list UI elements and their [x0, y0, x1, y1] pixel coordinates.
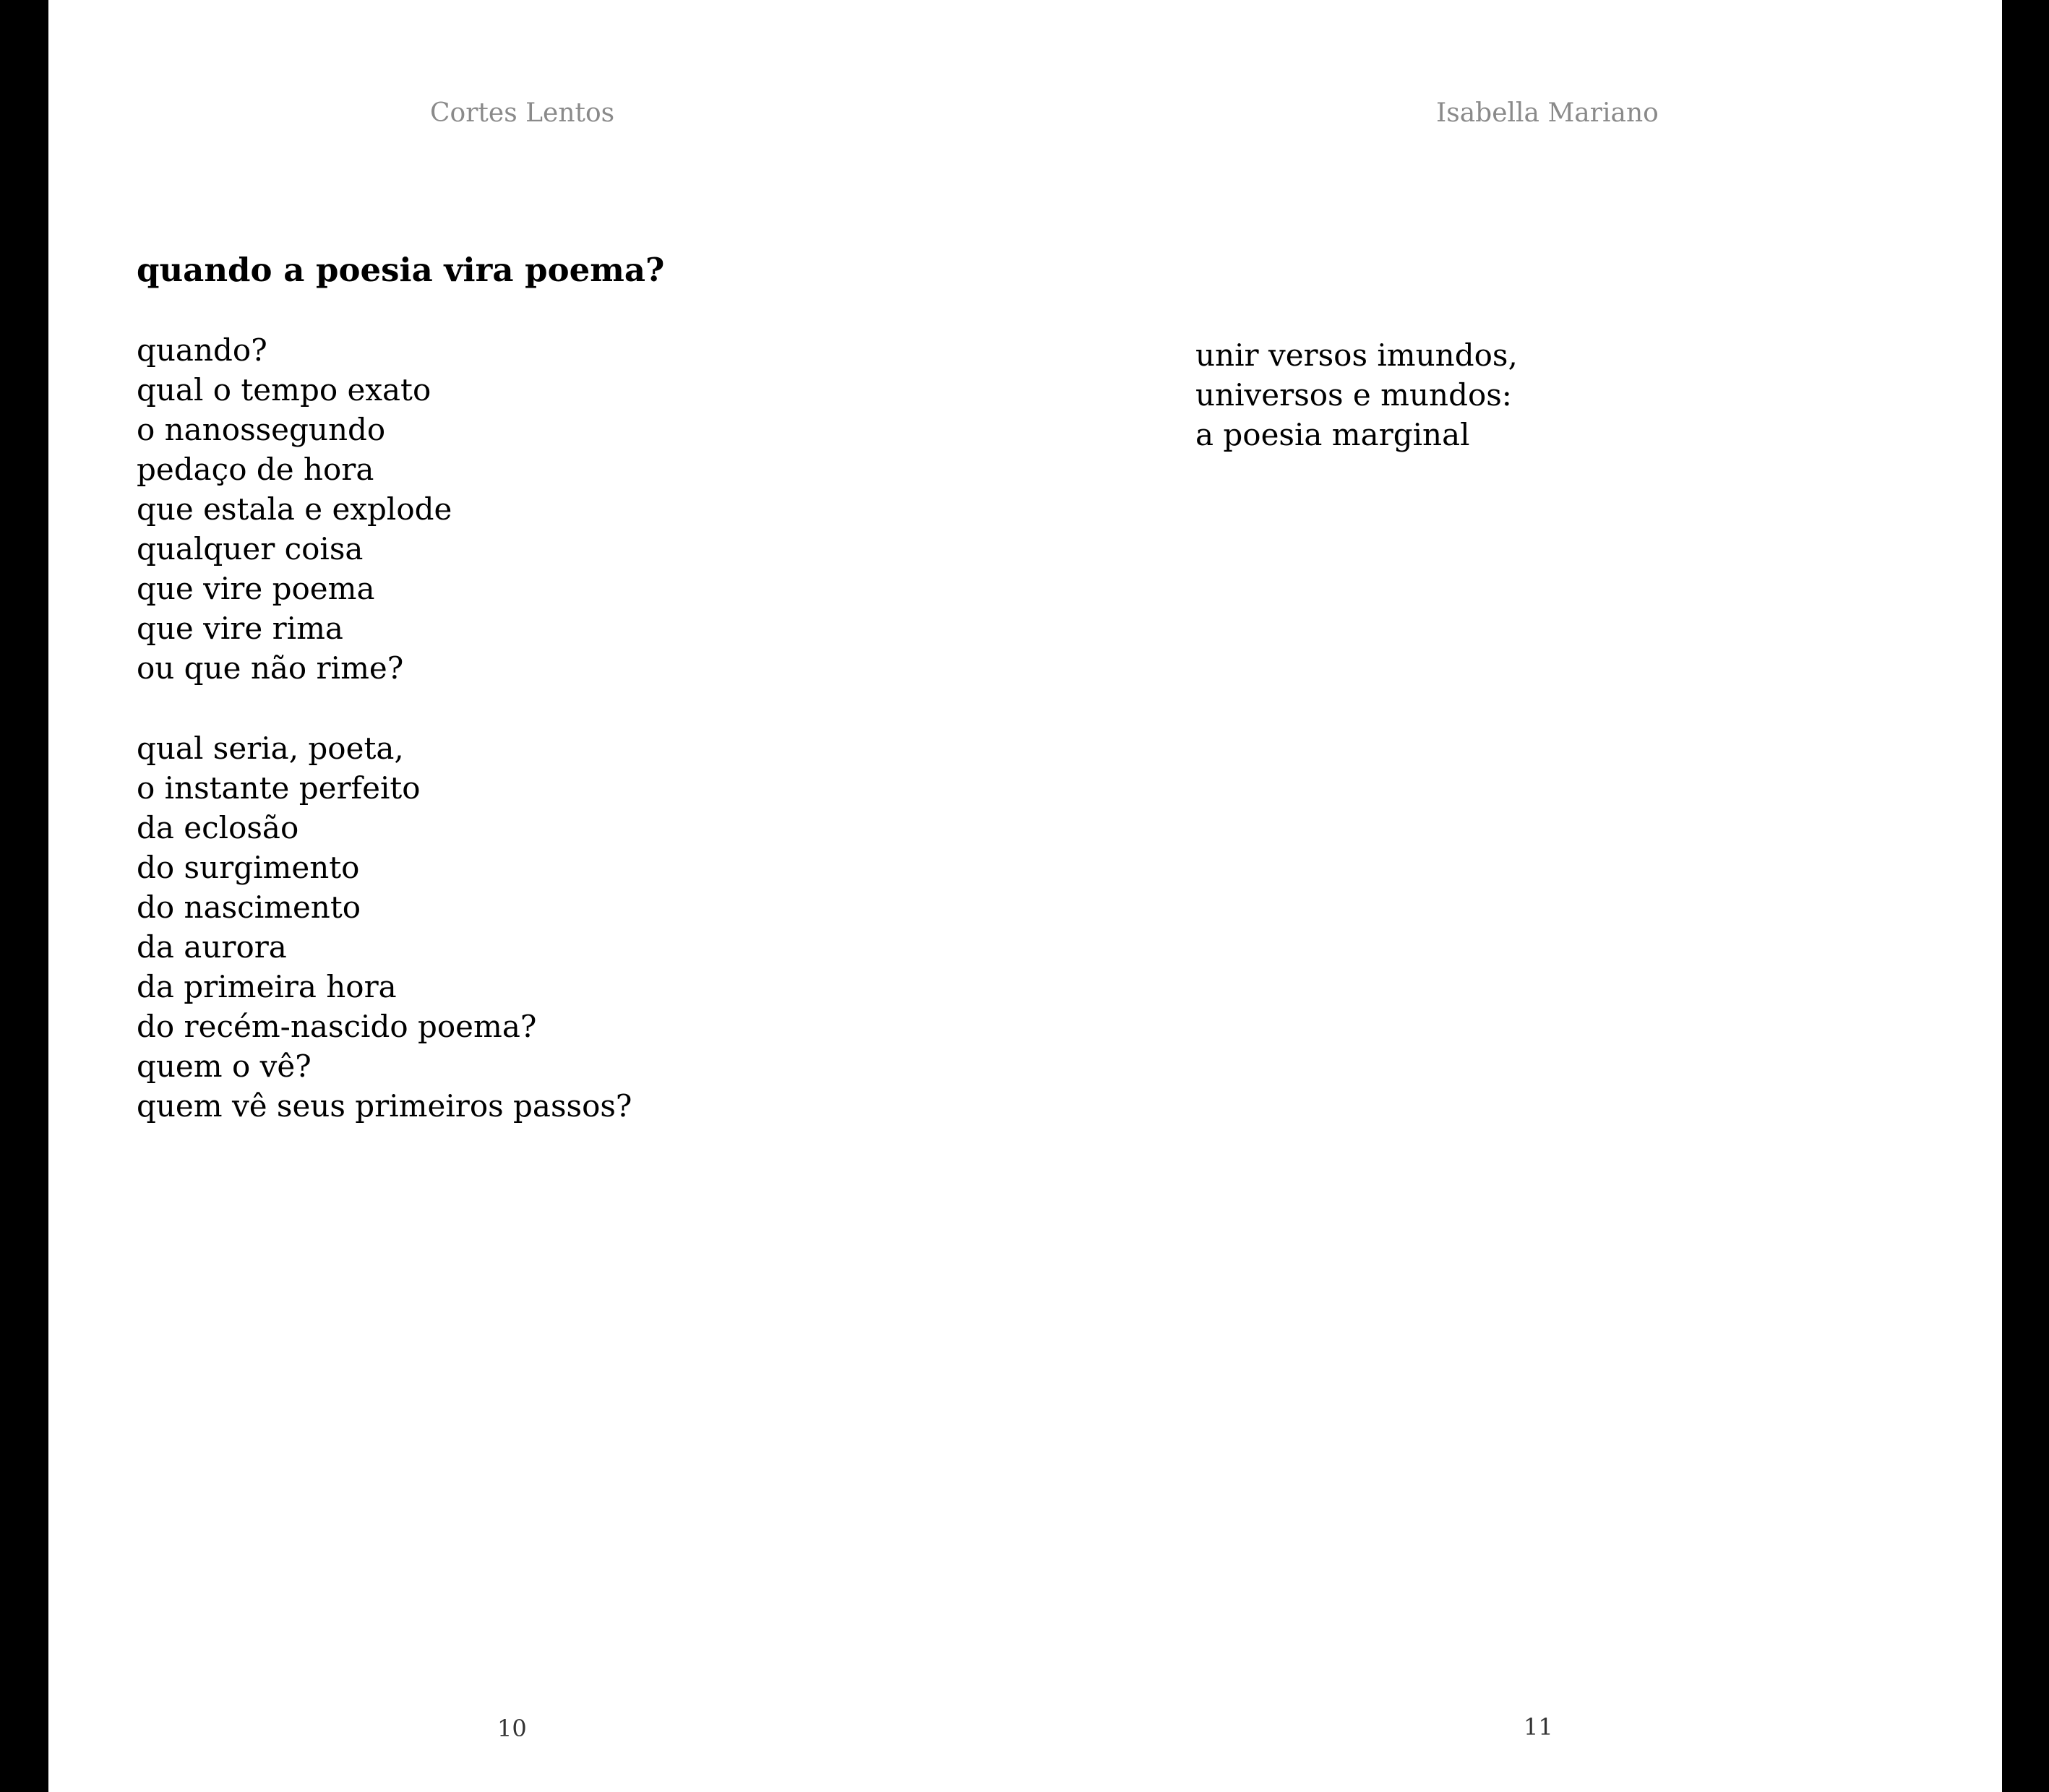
poem-line: que vire rima [137, 611, 343, 646]
poem-line: que vire poema [137, 571, 375, 606]
poem-line: qual seria, poeta, [137, 731, 404, 766]
page-number-left: 10 [497, 1715, 527, 1742]
poem-line: o nanossegundo [137, 412, 386, 447]
poem-line: do nascimento [137, 889, 361, 925]
poem-line: unir versos imundos, [1195, 337, 1518, 373]
poem-line: quem vê seus primeiros passos? [137, 1088, 632, 1124]
poem-title: quando a poesia vira poema? [137, 251, 665, 289]
page-number-right: 11 [1524, 1713, 1553, 1741]
poem-line: o instante perfeito [137, 770, 421, 806]
poem-line: da primeira hora [137, 969, 397, 1004]
poem-line: pedaço de hora [137, 452, 374, 487]
poem-line: universos e mundos: [1195, 377, 1512, 413]
stanza-3 [1195, 335, 1518, 455]
poem-line: ou que não rime? [137, 650, 404, 686]
book-spread [48, 0, 2002, 1792]
poem-line: que estala e explode [137, 491, 452, 527]
poem-line: da eclosão [137, 810, 299, 845]
running-head-book-title: Cortes Lentos [430, 98, 615, 128]
running-head-author: Isabella Mariano [1436, 98, 1659, 128]
poem-line: qual o tempo exato [137, 372, 431, 408]
stanza-2 [137, 728, 632, 1126]
stanza-1 [137, 330, 452, 688]
poem-line: do surgimento [137, 850, 360, 885]
poem-line: a poesia marginal [1195, 417, 1470, 452]
poem-line: quem o vê? [137, 1048, 312, 1084]
poem-line: do recém-nascido poema? [137, 1009, 537, 1044]
poem-line: da aurora [137, 929, 287, 965]
poem-line: qualquer coisa [137, 531, 364, 567]
poem-line: quando? [137, 332, 267, 368]
